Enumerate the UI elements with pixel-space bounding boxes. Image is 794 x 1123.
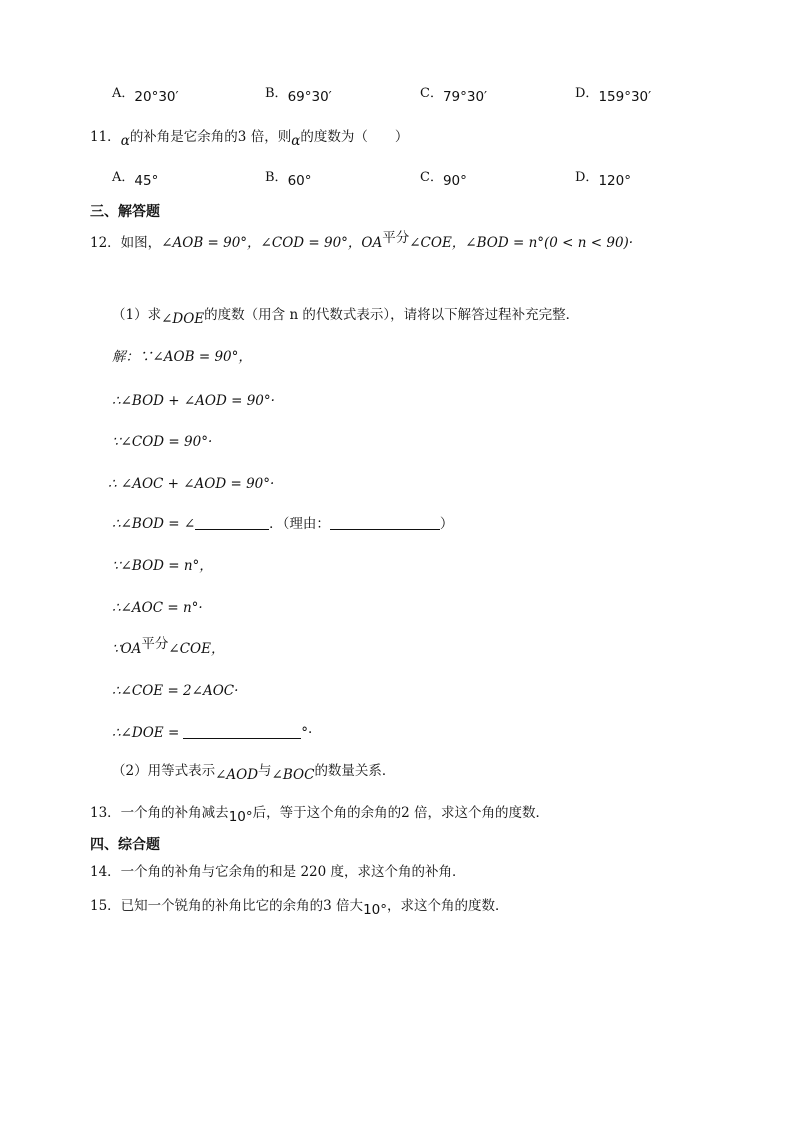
math-expression: ∠COE，∠BOD = n°(0 < n < 90)· [409,235,634,251]
question-11 [90,128,409,149]
solution-step-10 [112,724,312,742]
option-letter: B． [265,86,288,101]
q11-option-b[interactable] [265,172,312,191]
fill-blank-reason[interactable] [330,515,440,530]
option-value: 79°30′ [442,89,488,105]
step-text: ∵∠COD = 90°· [112,434,213,450]
alpha-symbol: α [120,133,130,149]
math-expression: ∠AOB = 90°，∠COD = 90°，OA [161,235,383,251]
option-value: 120° [598,173,631,189]
step-text: ∵∠BOD = n°， [112,558,213,574]
option-value: 90° [442,173,467,189]
step-text: ∴∠AOC = n°· [112,600,203,616]
question-text: 与 [258,763,272,779]
option-letter: B． [265,170,288,185]
option-value: 69°30′ [287,89,332,105]
solution-step-2 [112,392,275,410]
question-14: 14．一个角的补角与它余角的和是 220 度，求这个角的补角． [90,864,466,880]
question-text: 的补角是它余角的3 倍，则 [129,129,292,145]
option-letter: A． [112,86,135,101]
q10-option-b[interactable] [265,88,332,107]
fill-blank-doe[interactable] [183,724,301,739]
q11-option-d[interactable] [575,172,631,191]
option-letter: D． [575,86,599,101]
question-text: 平分 [382,230,410,246]
question-text: 的数量关系． [314,763,396,779]
q10-option-c[interactable] [420,88,487,107]
q10-option-d[interactable] [575,88,651,107]
question-12-stem [90,230,634,252]
question-text: 15．已知一个锐角的补角比它的余角的3 倍大 [90,898,364,914]
question-text: 的度数（用含 n 的代数式表示），请将以下解答过程补充完整． [204,307,580,323]
question-text: 12．如图， [90,235,162,251]
option-letter: C． [420,86,443,101]
q11-option-c[interactable] [420,172,467,191]
question-12-part-2 [112,762,396,783]
math-expression: 10° [363,902,387,918]
question-13 [90,804,550,825]
math-expression: 10° [228,809,253,825]
question-number: 11． [90,129,121,145]
fill-blank-angle[interactable] [195,515,269,530]
option-letter: C． [420,170,443,185]
step-text: ∴∠COE = 2∠AOC· [112,683,239,699]
question-text: （2）用等式表示 [112,763,216,779]
question-15 [90,897,509,918]
step-text: 平分 [141,636,169,652]
solution-step-7 [112,599,203,617]
math-expression: ∠DOE [161,311,205,327]
step-text: ） [439,516,454,532]
q11-option-a[interactable] [112,172,158,191]
step-text: ∵OA [112,641,142,657]
alpha-symbol: α [291,133,301,149]
step-text: ．（理由： [269,516,330,532]
solution-step-5 [112,515,453,533]
section-heading-3: 三、解答题 [90,204,160,220]
step-text: ∴ ∠AOC + ∠AOD = 90°· [108,476,275,492]
option-value: 20°30′ [134,89,179,105]
step-text: ∴∠DOE = [112,725,180,741]
solution-step-3 [112,433,212,451]
math-expression: ∠AOD [215,767,259,783]
solution-step-6 [112,557,213,575]
question-text: 后，等于这个角的余角的2 倍，求这个角的度数． [252,805,550,821]
question-text: （1）求 [112,307,162,323]
q10-option-a[interactable] [112,88,179,107]
step-text: 解：∵∠AOB = 90°， [112,349,252,365]
question-text: 的度数为（ ） [300,129,409,145]
step-text: °· [301,725,313,741]
option-letter: A． [112,170,135,185]
question-text: ，求这个角的度数． [387,898,509,914]
question-12-part-1 [112,306,580,327]
solution-step-8 [112,636,225,658]
solution-step-9 [112,682,238,700]
math-expression: ∠BOC [271,767,315,783]
option-letter: D． [575,170,599,185]
step-text: ∴∠BOD = ∠ [112,516,196,532]
step-text: ∴∠BOD + ∠AOD = 90°· [112,393,275,409]
solution-step-1 [112,348,252,366]
option-value: 45° [134,173,159,189]
option-value: 60° [287,173,312,189]
solution-step-4 [108,475,274,493]
question-text: 13．一个角的补角减去 [90,805,229,821]
step-text: ∠COE， [168,641,225,657]
section-heading-4: 四、综合题 [90,837,160,853]
option-value: 159°30′ [598,89,652,105]
